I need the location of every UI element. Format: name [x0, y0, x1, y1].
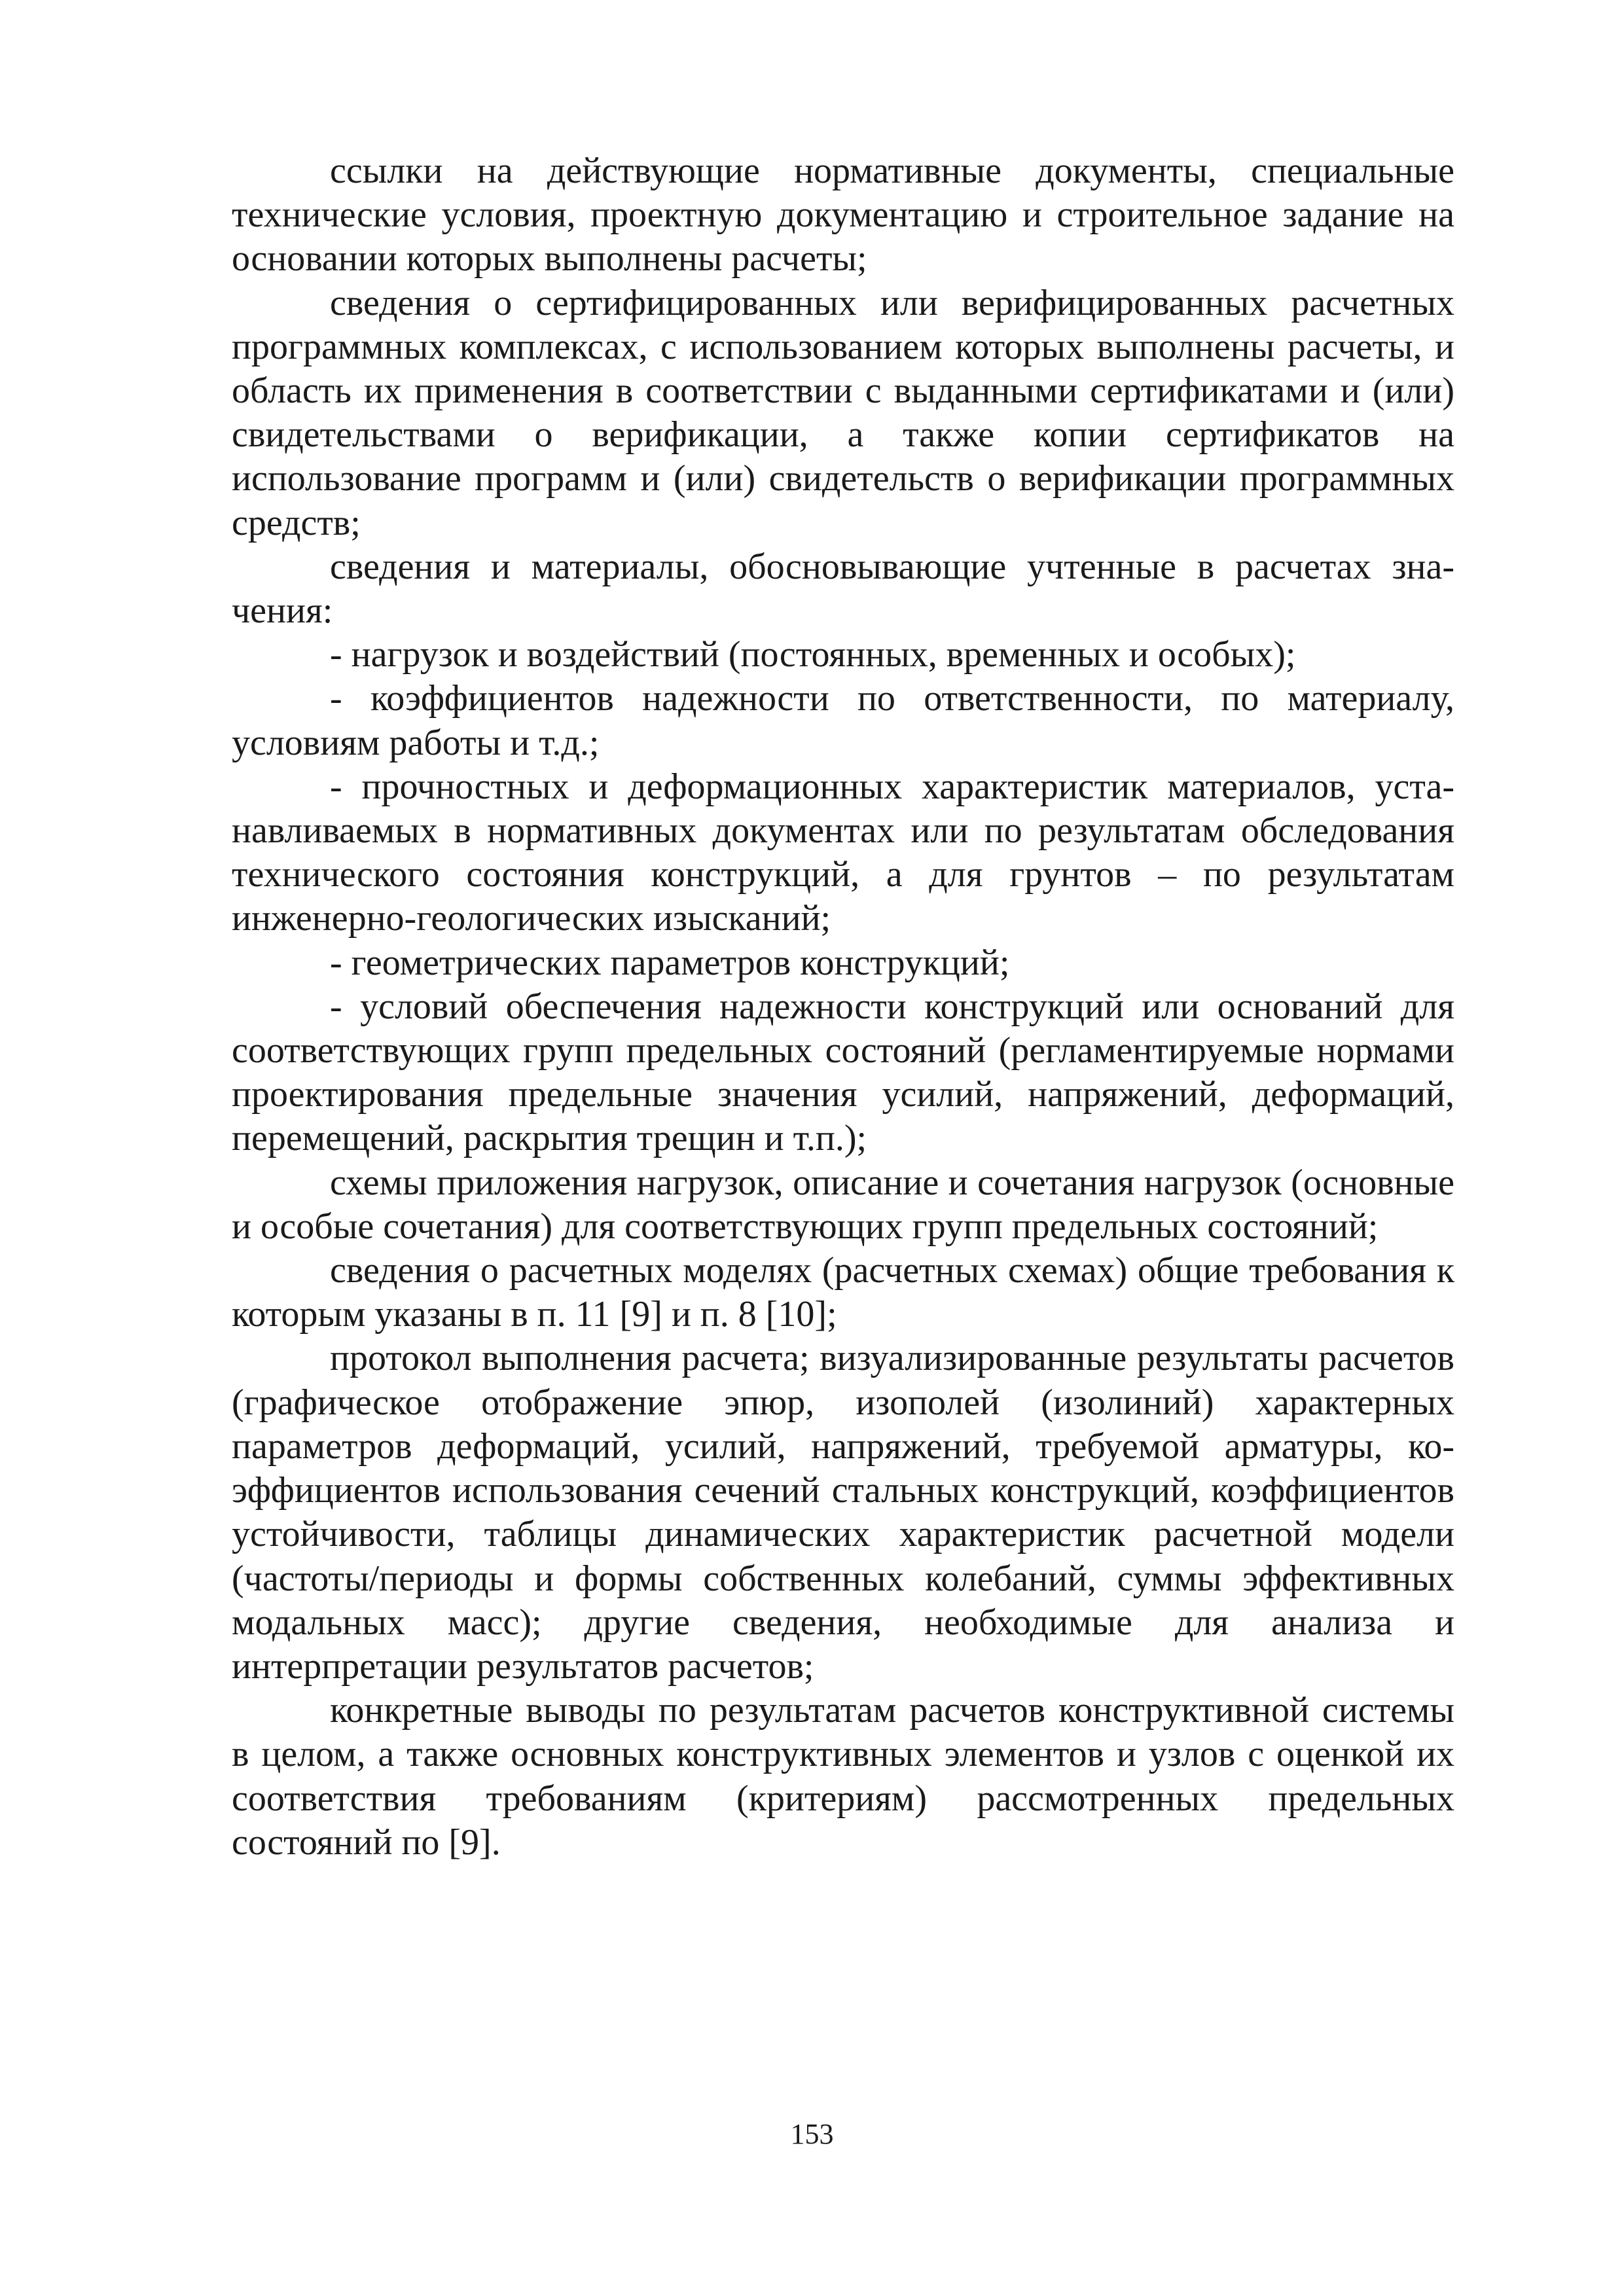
paragraph-conclusions: конкретные выводы по результатам расчетов конструктивной системы в целом, а также основных конструктивных элементов и узлов с оценкой их соответствия требованиям (критериям) рассмотренных предельных состояний по [9]. [232, 1690, 1454, 1863]
paragraph-materials-intro: сведения и материалы, обосновывающие учтенные в расчетах значения: [232, 546, 1454, 632]
page-number: 153 [790, 2118, 834, 2150]
list-item-material-properties: - прочностных и деформационных характеристик материалов, устанавливаемых в нормативных документах или по результатам обследования технического состояния конструкций, а для грунтов – по результатам инженерно-геологических изысканий; [232, 766, 1454, 939]
paragraph-calc-models: сведения о расчетных моделях (расчетных схемах) общие требования к которым указаны в п. 11 [9] и п. 8 [10]; [232, 1250, 1454, 1335]
list-item-reliability-conditions: - условий обеспечения надежности конструкций или оснований для соответствующих групп предельных состояний (регламентируемые нормами проектирования предельные значения усилий, напряжений, деформаций, перемещений, раскрытия трещин и т.п.); [232, 986, 1454, 1159]
paragraph-references: ссылки на действующие нормативные документы, специальные технические условия, проектную документацию и строительное задание на основании которых выполнены расчеты; [232, 151, 1454, 279]
list-item-loads: - нагрузок и воздействий (постоянных, временных и особых); [330, 634, 1296, 675]
paragraph-software: сведения о сертифицированных или верифицированных расчетных программных комплексах, с использованием которых выполнены расчеты, и область их применения в соответствии с выданными сертификатами и (или) свидетельствами о верификации, а также копии сертификатов на использование программ и (или) свидетельств о верификации программных средств; [232, 282, 1454, 543]
body-text [232, 149, 1454, 1865]
paragraph-load-schemes: схемы приложения нагрузок, описание и сочетания нагрузок (основные и особые сочетания) для соответствующих групп предельных состояний; [232, 1162, 1454, 1247]
list-item-geometry: - геометрических параметров конструкций; [330, 942, 1010, 983]
list-item-coefficients: - коэффициентов надежности по ответственности, по материалу, условиям работы и т.д.; [232, 678, 1454, 763]
paragraph-protocol: протокол выполнения расчета; визуализированные результаты расчетов (графическое отображение эпюр, изополей (изолиний) характерных параметров деформаций, усилий, напряжений, требуемой арматуры, коэффициентов использования сечений стальных конструкций, коэффициентов устойчивости, таблицы динамических характеристик расчетной модели (частоты/периоды и формы собственных колебаний, суммы эффективных модальных масс); другие сведения, необходимые для анализа и интерпретации результатов расчетов; [232, 1338, 1454, 1687]
